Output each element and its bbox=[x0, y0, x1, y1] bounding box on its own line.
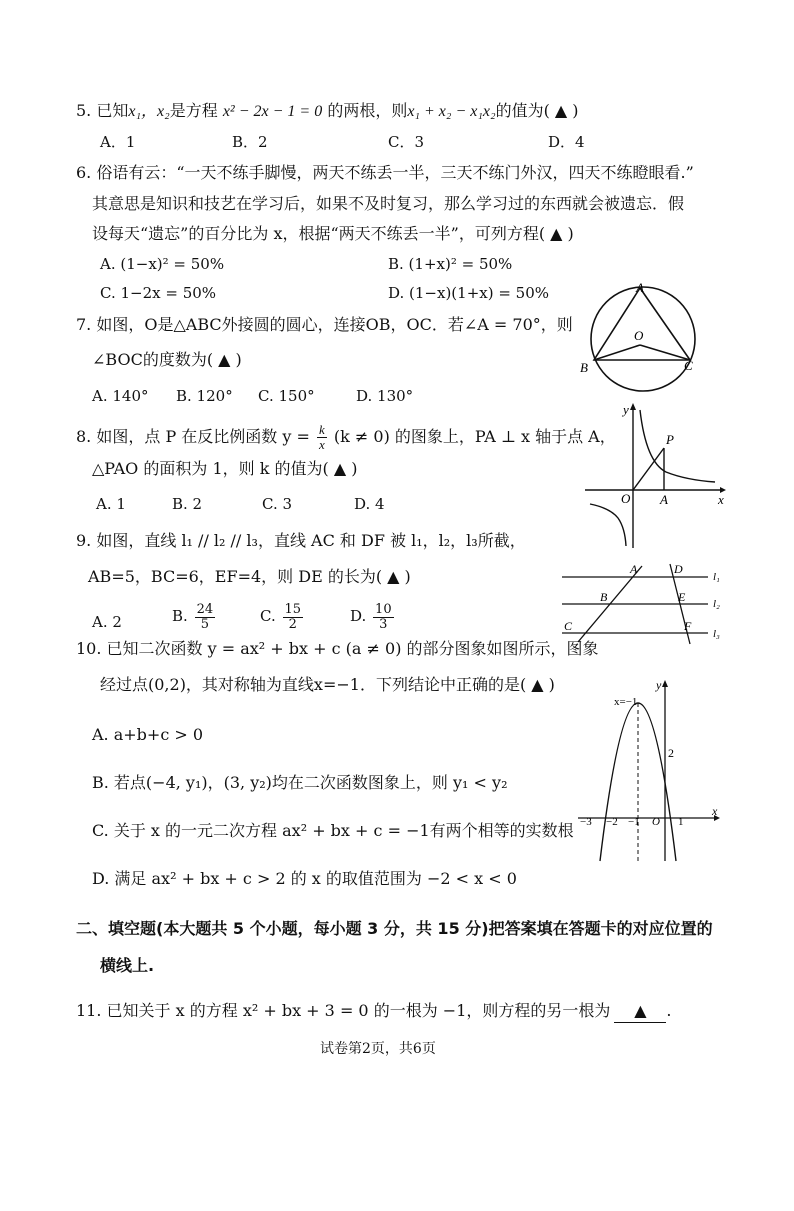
q9-label-e: E bbox=[678, 590, 686, 604]
q6-option-a: A. (1−x)² = 50% bbox=[100, 255, 225, 273]
q7-label-a: A bbox=[636, 282, 644, 295]
q5-number: 5. bbox=[76, 101, 92, 120]
q9-b-den: 5 bbox=[200, 616, 209, 632]
q5-expr: x₁ + x₂ − x₁x₂ bbox=[407, 103, 496, 120]
q8-hyperbola-branch-1 bbox=[640, 410, 715, 482]
q5-equation: x² − 2x − 1 = 0 bbox=[222, 103, 323, 120]
q9-option-d: D. $\frac{10}{3}$ bbox=[350, 601, 392, 632]
q10-label-o: O bbox=[652, 816, 660, 828]
q7-line1: 7. 如图，O是△ABC外接圆的圆心，连接OB，OC．若∠A = 70°，则 bbox=[76, 315, 573, 334]
q8-line1 bbox=[76, 422, 616, 452]
q11-stem bbox=[76, 1000, 671, 1023]
q11-end: . bbox=[666, 1001, 672, 1020]
q9-label-d: D bbox=[674, 562, 683, 576]
q8-line1-b: (k ≠ 0) 的图象上，PA ⊥ x 轴于点 A， bbox=[333, 427, 616, 446]
q8-line2: △PAO 的面积为 1，则 k 的值为( ▲ ) bbox=[92, 459, 358, 478]
q5-option-b: B．2 bbox=[232, 133, 268, 151]
q6-line2: 其意思是知识和技艺在学习后，如果不及时复习，那么学习过的东西就会被遗忘．假 bbox=[92, 194, 685, 213]
q6-option-b: B. (1+x)² = 50% bbox=[388, 255, 513, 273]
q6-line3: 设每天“遗忘”的百分比为 x，根据“两天不练丢一半”，可列方程( ▲ ) bbox=[92, 224, 574, 243]
q10-label-m1: −1 bbox=[628, 816, 640, 828]
q7-segment-ob bbox=[594, 345, 640, 360]
q8-option-b: B. 2 bbox=[172, 495, 203, 513]
q8-label-o: O bbox=[621, 491, 631, 506]
q9-b-num: 24 bbox=[196, 601, 214, 617]
q5-stem-d: 的值为( ▲ ) bbox=[495, 101, 579, 120]
q5-option-a: A．1 bbox=[100, 133, 136, 151]
q9-d-num: 10 bbox=[375, 601, 392, 617]
section2-heading-cont: 横线上. bbox=[100, 956, 155, 975]
q9-label-l1: l₁ bbox=[713, 571, 720, 583]
q10-label-axis: x=−1 bbox=[614, 696, 638, 708]
q7-option-b: B. 120° bbox=[176, 387, 233, 405]
q8-frac-den: x bbox=[319, 437, 325, 452]
q10-label-two: 2 bbox=[668, 746, 674, 760]
q10-option-d: D. 满足 ax² + bx + c > 2 的 x 的取值范围为 −2 < x < 0 bbox=[92, 869, 517, 888]
q7-option-d: D. 130° bbox=[356, 387, 414, 405]
q9-label-c: C bbox=[564, 619, 573, 633]
q7-label-b: B bbox=[580, 360, 588, 375]
q5-stem-c: 的两根，则 bbox=[327, 101, 408, 120]
q8-hyperbola-figure bbox=[580, 400, 730, 550]
q8-hyperbola-branch-2 bbox=[590, 504, 626, 546]
q7-line2: ∠BOC的度数为( ▲ ) bbox=[92, 350, 242, 369]
q9-label-l3: l₃ bbox=[713, 628, 720, 640]
q11-text: 11. 已知关于 x 的方程 x² + bx + 3 = 0 的一根为 −1，则方程的另一根为 bbox=[76, 1001, 611, 1020]
q11-blank: ▲ bbox=[614, 1000, 666, 1023]
q8-fraction bbox=[317, 423, 327, 452]
q9-c-den: 2 bbox=[288, 616, 297, 632]
q10-label-m2: −2 bbox=[606, 816, 618, 828]
q8-label-x: x bbox=[718, 492, 724, 507]
q7-option-c: C. 150° bbox=[258, 387, 315, 405]
q10-line1: 10. 已知二次函数 y = ax² + bx + c (a ≠ 0) 的部分图象如图所示，图象 bbox=[76, 639, 599, 658]
q5-stem-a: 已知 bbox=[96, 101, 129, 120]
page-footer: 试卷第2页，共6页 bbox=[320, 1041, 436, 1057]
q5-stem bbox=[76, 100, 579, 123]
q9-line2: AB=5，BC=6，EF=4，则 DE 的长为( ▲ ) bbox=[88, 567, 411, 586]
q6-line1: 6. 俗语有云：“一天不练手脚慢，两天不练丢一半，三天不练门外汉，四天不练瞪眼看.” bbox=[76, 163, 694, 182]
q10-label-m3: −3 bbox=[580, 816, 592, 828]
q9-label-l2: l₂ bbox=[713, 598, 720, 610]
q9-label-a: A bbox=[630, 562, 638, 576]
q9-d-den: 3 bbox=[379, 616, 388, 632]
q7-label-o: O bbox=[634, 328, 644, 343]
q8-line1-a: 8. 如图，点 P 在反比例函数 y = bbox=[76, 427, 310, 446]
q9-option-b: B. $\frac{24}{5}$ bbox=[172, 601, 214, 632]
q9-option-a: A. 2 bbox=[92, 613, 122, 631]
q7-option-a: A. 140° bbox=[92, 387, 149, 405]
q8-option-c: C. 3 bbox=[262, 495, 293, 513]
q10-line2: 经过点(0,2)，其对称轴为直线x=−1．下列结论中正确的是( ▲ ) bbox=[100, 675, 555, 694]
q8-label-y: y bbox=[623, 402, 629, 417]
q9-label-b: B bbox=[600, 590, 608, 604]
q8-label-p: P bbox=[666, 432, 674, 447]
q9-c-num: 15 bbox=[284, 601, 302, 617]
q9-line1: 9. 如图，直线 l₁ // l₂ // l₃，直线 AC 和 DF 被 l₁，l₂，l₃所截， bbox=[76, 531, 526, 550]
q8-frac-num: k bbox=[319, 422, 325, 437]
q9-option-c: C. $\frac{15}{2}$ bbox=[260, 601, 302, 632]
q8-option-a: A. 1 bbox=[96, 495, 126, 513]
section2-heading: 二、填空题(本大题共 5 个小题，每小题 3 分，共 15 分)把答案填在答题卡的对应位置的 bbox=[76, 919, 713, 938]
q7-circle-figure bbox=[580, 282, 710, 400]
q10-option-b: B. 若点(−4, y₁)，(3, y₂)均在二次函数图象上，则 y₁ < y₂ bbox=[92, 773, 508, 792]
q9-parallel-lines-figure bbox=[558, 558, 730, 648]
q10-label-y: y bbox=[656, 678, 662, 692]
q10-parabola-figure bbox=[572, 675, 732, 865]
q5-stem-b: 是方程 bbox=[169, 101, 218, 120]
q5-roots: x₁，x₂ bbox=[128, 103, 170, 120]
q10-option-c: C. 关于 x 的一元二次方程 ax² + bx + c = −1有两个相等的实数根 bbox=[92, 821, 574, 840]
q10-option-a: A. a+b+c > 0 bbox=[92, 725, 204, 744]
q6-option-c: C. 1−2x = 50% bbox=[100, 284, 217, 302]
q8-option-d: D. 4 bbox=[354, 495, 385, 513]
q5-option-d: D．4 bbox=[548, 133, 585, 151]
q10-label-one: 1 bbox=[678, 816, 684, 828]
q6-option-d: D. (1−x)(1+x) = 50% bbox=[388, 284, 550, 302]
q8-label-a: A bbox=[660, 492, 668, 507]
q9-label-f: F bbox=[684, 619, 692, 633]
q5-option-c: C．3 bbox=[388, 133, 425, 151]
q8-segment-op bbox=[633, 448, 664, 490]
q10-label-x: x bbox=[712, 804, 718, 818]
q7-label-c: C bbox=[684, 358, 693, 373]
q7-segment-oc bbox=[640, 345, 690, 360]
